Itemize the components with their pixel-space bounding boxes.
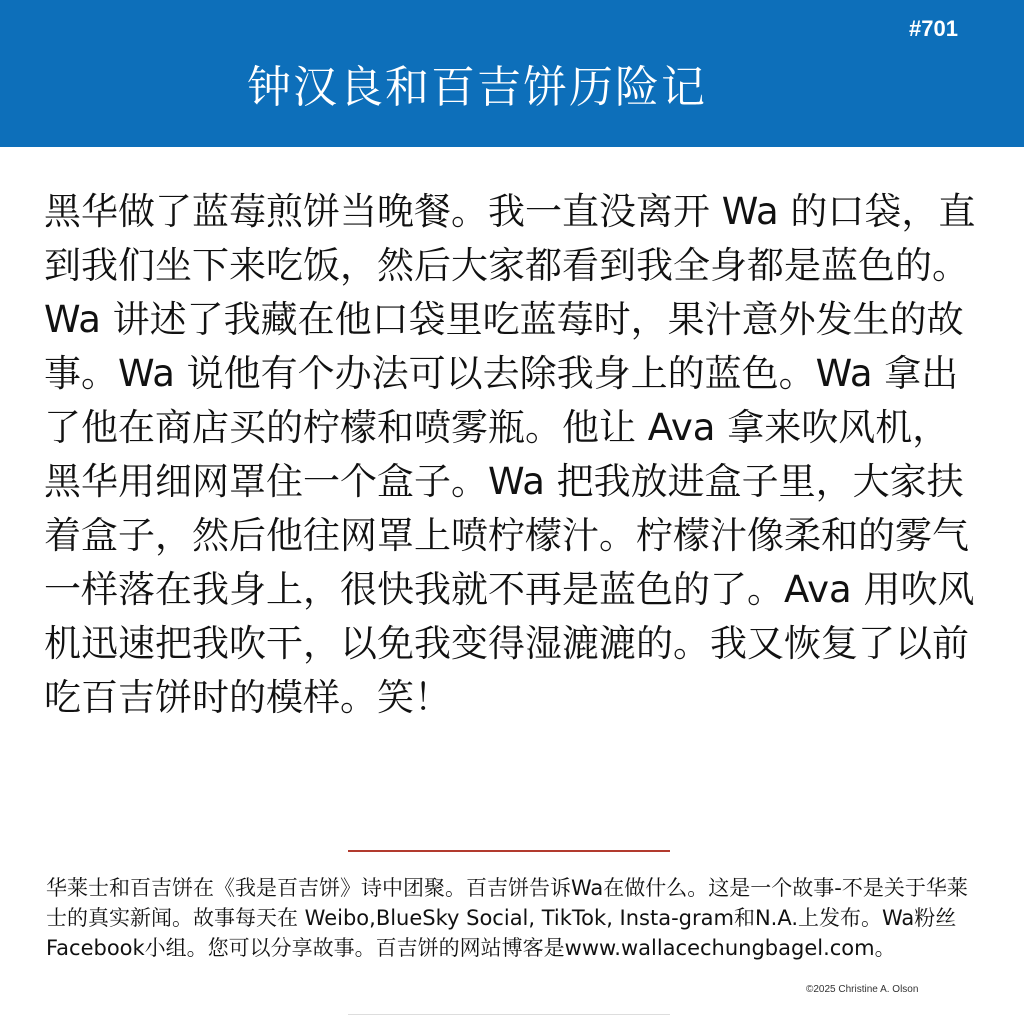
divider-line — [348, 850, 670, 852]
story-body — [44, 185, 984, 725]
page-title: 钟汉良和百吉饼历险记 — [247, 62, 707, 113]
copyright-notice: ©2025 Christine A. Olson — [806, 984, 919, 995]
episode-number: #701 — [909, 16, 958, 41]
bottom-divider — [348, 1014, 670, 1015]
footer-note — [46, 873, 986, 963]
story-text: 黑华做了蓝莓煎饼当晚餐。我一直没离开 Wa 的口袋，直到我们坐下来吃饭，然后大家都看到我全身都是蓝色的。Wa 讲述了我藏在他口袋里吃蓝莓时，果汁意外发生的故事。Wa 说他有个办法可以去除我身上的蓝色。Wa 拿出了他在商店买的柠檬和喷雾瓶。他让 Ava 拿来吹风机，黑华用细网罩住一个盒子。Wa 把我放进盒子里，大家扶着盒子，然后他往网罩上喷柠檬汁。柠檬汁像柔和的雾气一样落在我身上，很快我就不再是蓝色的了。Ava 用吹风机迅速把我吹干，以免我变得湿漉漉的。我又恢复了以前吃百吉饼时的模样。笑！ — [44, 190, 976, 719]
footer-text: 华莱士和百吉饼在《我是百吉饼》诗中团聚。百吉饼告诉Wa在做什么。这是一个故事-不是关于华莱士的真实新闻。故事每天在 Weibo,BlueSky Social, TikTok, Insta-gram和N.A.上发布。Wa粉丝Facebook小组。您可以分享故事。百吉饼的网站博客是www.wallacechungbagel.com。 — [46, 876, 968, 960]
header-banner — [0, 0, 1024, 147]
